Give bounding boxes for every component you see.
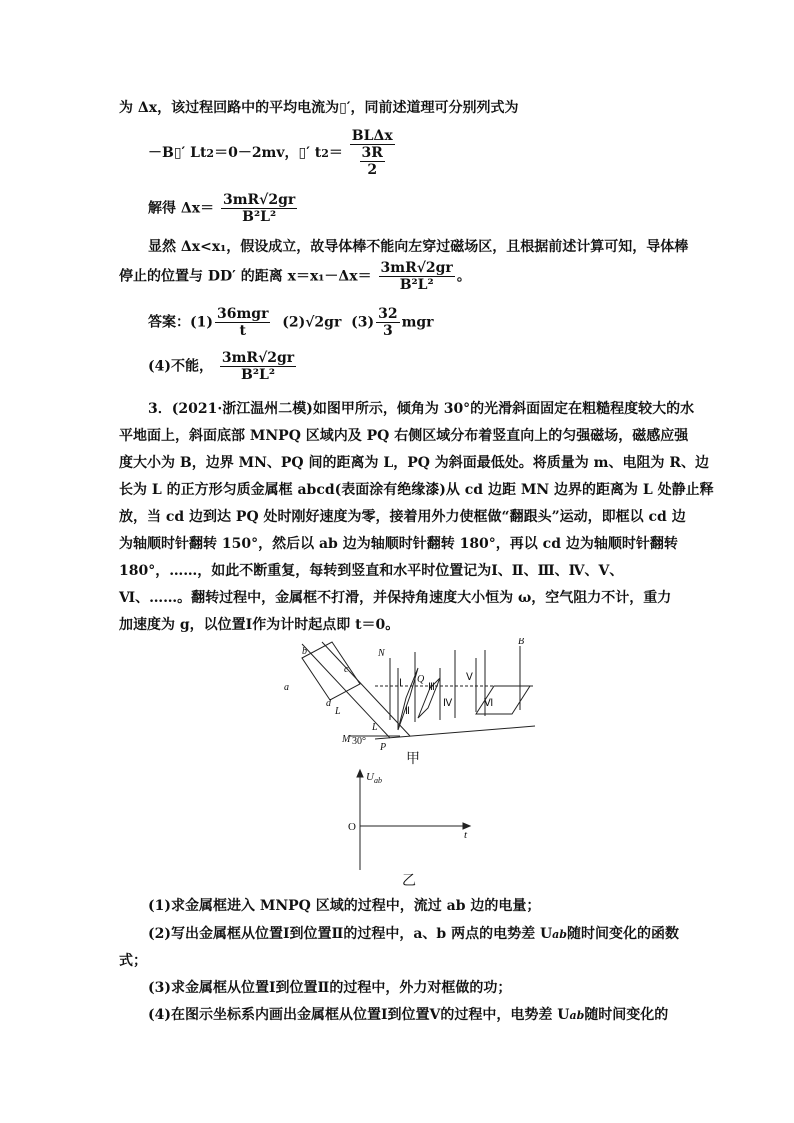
ans4-numerator: 3mR√2gr [221, 350, 295, 366]
line5-end: 。 [456, 268, 471, 285]
problem-line-9: 加速度为 g，以位置Ⅰ作为计时起点即 t＝0。 [119, 617, 400, 633]
answer-line [148, 306, 434, 339]
eq3-numerator: 3mR√2gr [222, 192, 296, 208]
ans4-denominator: B²L² [241, 367, 275, 383]
label-L-1: L [335, 706, 341, 717]
q2-text-a: (2)写出金属框从位置Ⅰ到位置Ⅱ的过程中，a、b 两点的电势差 U [148, 926, 553, 942]
eq3-denominator: B²L² [242, 209, 277, 225]
label-b: b [302, 646, 307, 657]
problem-line-1: 3．(2021·浙江温州二模)如图甲所示，倾角为 30°的光滑斜面固定在粗糙程度较大的水 [148, 401, 695, 417]
frame-on-incline [302, 642, 360, 700]
eq2-numerator: BLΔx [351, 128, 393, 144]
ans3-denominator: 3 [382, 323, 393, 339]
q2-subscript: ab [552, 928, 567, 941]
ans1-numerator: 36mgr [217, 306, 269, 322]
label-Q: Q [417, 674, 425, 685]
q4-subscript: ab [569, 1009, 585, 1022]
label-V: Ⅴ [466, 672, 473, 683]
answer-label: 答案：(1) [148, 314, 213, 331]
line5-numerator: 3mR√2gr [380, 260, 453, 276]
question-2 [148, 923, 679, 943]
y-axis-arrow [357, 770, 363, 777]
problem-line-7: 180°，……，如此不断重复，每转到竖直和水平时位置记为Ⅰ、Ⅱ、Ⅲ、Ⅳ、Ⅴ、 [119, 563, 624, 579]
eq2-den-den: 2 [367, 162, 378, 178]
label-angle: 30° [352, 736, 366, 747]
label-B: B [518, 638, 525, 647]
eq2-fraction [350, 128, 395, 178]
ans3-numerator: 32 [378, 306, 398, 322]
ans2: (2)√2gr [282, 314, 342, 331]
problem-line-2: 平地面上，斜面底部 MNPQ 区域内及 PQ 右侧区域分布着竖直向上的匀强磁场，磁感应强 [119, 428, 689, 444]
origin-label: O [348, 821, 356, 833]
label-d: d [326, 698, 331, 709]
line5-denominator: B²L² [399, 277, 434, 293]
text-line-4: 显然 Δx<x₁，假设成立，故导体棒不能向左穿过磁场区，且根据前述计算可知，导体棒 [148, 239, 689, 255]
eq3-label: 解得 Δx＝ [148, 200, 215, 217]
label-P: P [380, 742, 387, 753]
text-line-5 [119, 260, 471, 293]
answer-4-line [148, 350, 298, 383]
ans4-label: (4)不能， [148, 358, 213, 375]
ans1-denominator: t [239, 323, 246, 339]
caption-yi: 乙 [402, 873, 416, 889]
eq2-part-c: ＝ [328, 145, 343, 161]
label-M: M [342, 734, 351, 745]
line5-text: 停止的位置与 DD′ 的距离 x＝x₁－Δx＝ [119, 268, 372, 285]
x-axis-label: t [464, 829, 468, 841]
label-a: a [284, 682, 289, 693]
problem-line-3: 度大小为 B，边界 MN、PQ 间的距离为 L，PQ 为斜面最低处。将质量为 m、电阻为 R、边 [119, 455, 709, 471]
question-2-cont: 式； [119, 953, 147, 969]
label-L-2: L [372, 722, 378, 733]
caption-jia: 甲 [406, 751, 420, 767]
question-1: (1)求金属框进入 MNPQ 区域的过程中，流过 ab 边的电量； [148, 898, 541, 914]
problem-line-6: 为轴顺时针翻转 150°，然后以 ab 边为轴顺时针翻转 180°，再以 cd 边为轴顺时针翻转 [119, 536, 678, 552]
q4-text-b: 随时间变化的 [584, 1007, 669, 1023]
text-line-1: 为 Δx，该过程回路中的平均电流为▯′，同前述道理可分别列式为 [119, 100, 519, 116]
label-II: Ⅱ [405, 706, 410, 717]
label-c: c [344, 664, 349, 675]
ans3-label: (3) [351, 314, 375, 331]
eq2-part-a: －B▯′ Lt [148, 145, 207, 161]
equation-line-3 [148, 192, 299, 225]
q2-text-b: 随时间变化的函数 [566, 926, 679, 942]
eq2-denominator [350, 145, 395, 178]
ans3-unit: mgr [401, 314, 434, 331]
question-3: (3)求金属框从位置Ⅰ到位置Ⅱ的过程中，外力对框做的功； [148, 980, 512, 996]
label-N: N [378, 648, 385, 659]
eq2-den-num: 3R [361, 145, 383, 161]
label-I: Ⅰ [399, 678, 402, 689]
label-III: Ⅲ [428, 682, 435, 693]
eq2-part-b: ＝0－2mv，▯′ t [214, 145, 322, 161]
equation-line-2: －B▯′ Lt2＝0－2mv，▯′ t2＝ $\frac{\text{BLΔx}}{\frac{3R}{2}}$ [148, 128, 393, 178]
problem-line-4: 长为 L 的正方形匀质金属框 abcd(表面涂有绝缘漆)从 cd 边距 MN 边界的距离为 L 处静止释 [119, 482, 714, 498]
problem-line-5: 放，当 cd 边到达 PQ 处时刚好速度为零，接着用外力使框做“翻跟头”运动，即框以 cd 边 [119, 509, 686, 525]
question-4 [148, 1004, 668, 1024]
incline-edge-line [322, 642, 410, 736]
q4-text-a: (4)在图示坐标系内画出金属框从位置Ⅰ到位置Ⅴ的过程中，电势差 U [148, 1007, 570, 1023]
figure-yi-axes [340, 768, 480, 878]
problem-line-8: Ⅵ、……。翻转过程中，金属框不打滑，并保持角速度大小恒为 ω，空气阻力不计，重力 [119, 590, 672, 606]
y-axis-label: $U_{ab}$ [366, 771, 382, 785]
label-VI: Ⅵ [484, 698, 494, 709]
label-IV: Ⅳ [443, 698, 453, 709]
